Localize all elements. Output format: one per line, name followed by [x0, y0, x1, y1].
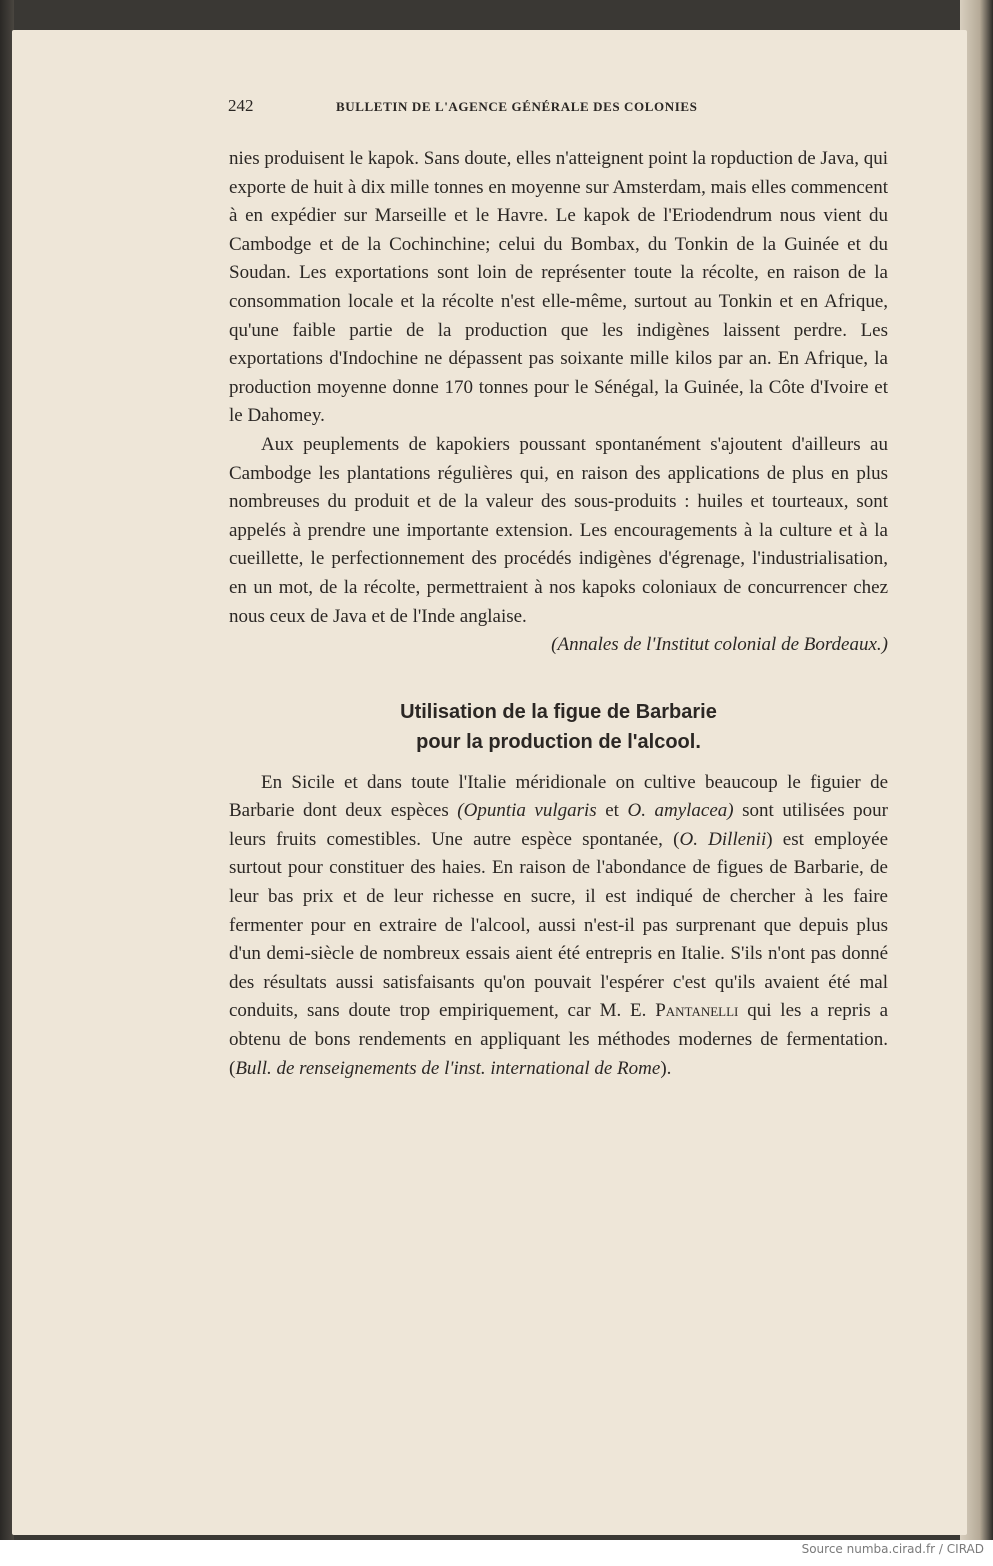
running-title: BULLETIN DE L'AGENCE GÉNÉRALE DES COLONIES	[336, 99, 698, 114]
section-title	[229, 697, 888, 757]
section-title-line-2: pour la production de l'alcool.	[416, 730, 701, 753]
page-number: 242	[228, 96, 254, 115]
species-name: (Opuntia vulgaris	[457, 800, 597, 822]
text-segment: En Sicile et dans toute l'Italie méridionale on cultive beaucoup le figuier de Barbarie dont deux espèces	[229, 771, 888, 822]
citation-bulletin: Bull. de renseignements de l'inst. international de Rome	[235, 1057, 661, 1079]
author-name: Pantanelli	[655, 1000, 739, 1022]
page-body	[229, 145, 888, 1083]
paragraph-figue-barbarie	[229, 769, 888, 1084]
text-segment: ) est employée surtout pour constituer des haies. En raison de l'abondance de figues de Barbarie, de leur bas prix et de leur richesse en sucre, il est indiqué de chercher à les faire fermenter pour en extraire de l'alcool, aussi n'est-il pas surprenant que depuis plus d'un demi-siècle de nombreux essais aient été entrepris en Italie. S'ils n'ont pas donné des résultats aussi satisfaisants qu'on pouvait l'espérer c'est qu'ils avaient été mal conduits, sans doute trop empiriquement, car M. E.	[229, 828, 888, 1022]
paragraph-kapok-plantations: Aux peuplements de kapokiers poussant spontanément s'ajoutent d'ailleurs au Cambodge les plantations régulières qui, en raison des applications de plus en plus nombreuses du produit et de la valeur des sous-produits : huiles et tourteaux, sont appelés à prendre une importante extension. Les encouragements à la culture et à la cueillette, le perfectionnement des procédés indigènes d'égrenage, l'industrialisation, en un mot, de la récolte, permettraient à nos kapoks coloniaux de concurrencer chez nous ceux de Java et de l'Inde anglaise.	[229, 433, 888, 627]
section-title-line-1: Utilisation de la figue de Barbarie	[400, 700, 717, 723]
text-segment: et	[596, 800, 628, 822]
paragraph-kapok-production: nies produisent le kapok. Sans doute, elles n'atteignent point la ropduction de Java, qui exporte de huit à dix mille tonnes en moyenne sur Amsterdam, mais elles commencent à en expédier sur Marseille et le Havre. Le kapok de l'Eriodendrum nous vient du Cambodge et de la Cochinchine; celui du Bombax, du Tonkin de la Guinée et du Soudan. Les exportations sont loin de représenter toute la récolte, en raison de la consommation locale et la récolte n'est elle-même, surtout au Tonkin et en Afrique, qu'une faible partie de la production que les indigènes laissent perdre. Les exportations d'Indochine ne dépassent pas soixante mille kilos par an. En Afrique, la production moyenne donne 170 tonnes pour le Sénégal, la Guinée, la Côte d'Ivoire et le Dahomey.	[229, 148, 888, 427]
source-credit: Source numba.cirad.fr / CIRAD	[801, 1542, 984, 1556]
text-segment: sont utilisées pour leurs fruits comestibles. Une autre espèce spontanée, (	[229, 800, 888, 850]
citation-annales: (Annales de l'Institut colonial de Bordeaux.)	[551, 634, 888, 656]
text-segment: ).	[660, 1057, 672, 1079]
species-name: O. Dillenii	[679, 828, 767, 850]
text-segment: qui les a repris a obtenu de bons rendements en appliquant les méthodes modernes de fermentation. (	[229, 1000, 889, 1079]
species-name: O. amylacea)	[627, 800, 734, 822]
page-header	[228, 96, 788, 116]
